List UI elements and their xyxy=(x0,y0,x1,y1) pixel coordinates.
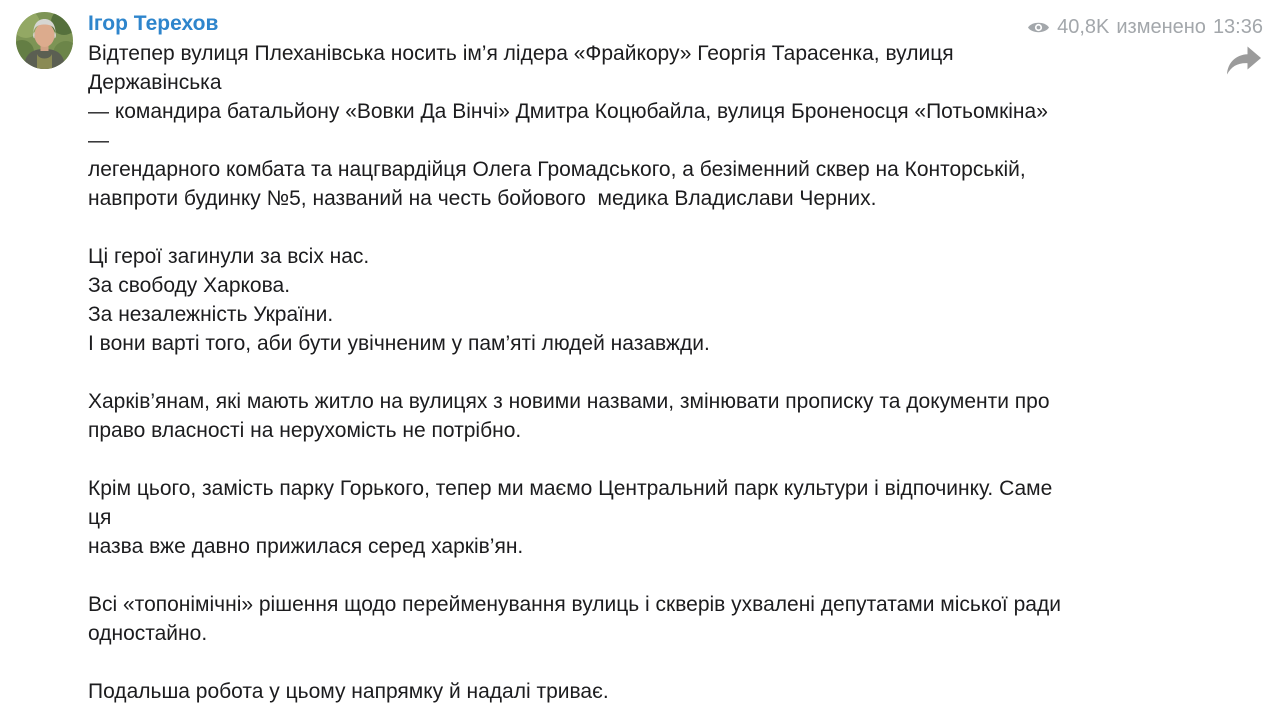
username[interactable]: Ігор Терехов xyxy=(88,12,219,35)
message-paragraph xyxy=(88,242,1073,358)
message-paragraph xyxy=(88,590,1073,648)
message-line: легендарного комбата та нацгвардійця Олега Громадського, а безіменний сквер на Конторській, xyxy=(88,158,1026,181)
post-meta xyxy=(1027,15,1263,39)
message-text xyxy=(88,39,1073,706)
share-icon[interactable] xyxy=(1226,46,1262,78)
message-line: одностайно. xyxy=(88,622,208,645)
message-line: Крім цього, замість парку Горького, тепер ми маємо Центральний парк культури і відпочинку. Саме ця xyxy=(88,477,1059,529)
message-line: Відтепер вулиця Плеханівська носить ім’я лідера «Фрайкору» Георгія Тарасенка, вулиця Державінська xyxy=(88,42,960,94)
timestamp: 13:36 xyxy=(1212,16,1263,38)
message-line: І вони варті того, аби бути увічненим у пам’яті людей назавжди. xyxy=(88,332,710,355)
message-line: навпроти будинку №5, названий на честь бойового медика Владислави Черних. xyxy=(88,187,877,210)
message-line: Подальша робота у цьому напрямку й надалі триває. xyxy=(88,680,609,703)
message-line: право власності на нерухомість не потрібно. xyxy=(88,419,522,442)
message-paragraph xyxy=(88,677,1073,706)
message-line: Харків’янам, які мають житло на вулицях з новими назвами, змінювати прописку та документи про xyxy=(88,390,1050,413)
views-eye-icon xyxy=(1027,19,1050,36)
avatar-image xyxy=(16,12,73,69)
message-paragraph xyxy=(88,474,1073,561)
edited-label: изменено xyxy=(1116,16,1206,38)
avatar[interactable] xyxy=(16,12,73,69)
message-line: — командира батальйону «Вовки Да Вінчі» Дмитра Коцюбайла, вулиця Броненосця «Потьомкіна» — xyxy=(88,100,1054,152)
message-line: Ці герої загинули за всіх нас. xyxy=(88,245,370,268)
views-count: 40,8K xyxy=(1057,16,1110,38)
message-line: За незалежність України. xyxy=(88,303,334,326)
message-paragraph xyxy=(88,387,1073,445)
message-line: Всі «топонімічні» рішення щодо перейменування вулиць і скверів ухвалені депутатами міської ради xyxy=(88,593,1061,616)
message-paragraph xyxy=(88,39,1073,213)
message-line: назва вже давно прижилася серед харків’ян. xyxy=(88,535,524,558)
message-line: За свободу Харкова. xyxy=(88,274,291,297)
header-row xyxy=(88,9,1073,39)
post-content xyxy=(88,9,1073,706)
